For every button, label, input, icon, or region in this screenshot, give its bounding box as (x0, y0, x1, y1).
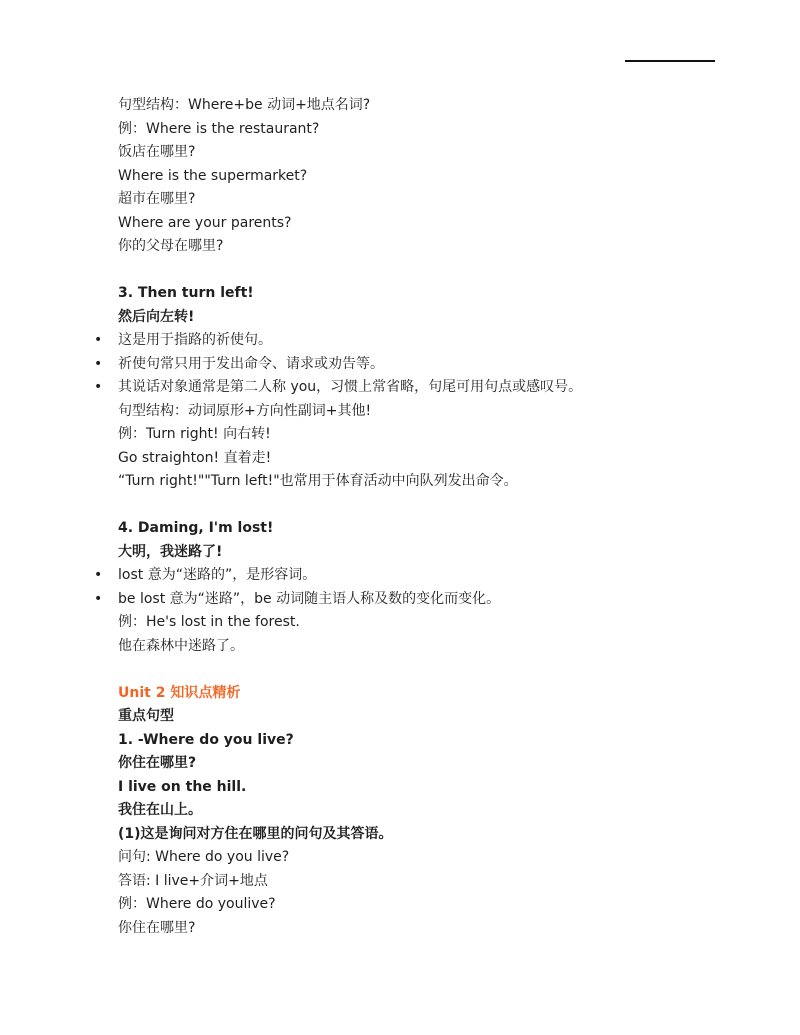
section3-title-en: 3. Then turn left! (118, 285, 254, 301)
where-example-2-cn: 超市在哪里? (118, 191, 196, 207)
section3-example-2: Go straighton! 直着走! (118, 449, 272, 466)
unit2-question-cn: 你住在哪里? (118, 755, 197, 771)
bullet-text: 其说话对象通常是第二人称 you，习惯上常省略，句尾可用句点或感叹号。 (118, 379, 583, 395)
where-structure: 句型结构：Where+be 动词+地点名词? (118, 97, 371, 113)
section4-example-cn: 他在森林中迷路了。 (118, 637, 244, 654)
unit2-example-cn: 你住在哪里? (118, 919, 196, 936)
header-rule (625, 60, 715, 62)
unit2-point: (1)这是询问对方住在哪里的问句及其答语。 (118, 825, 393, 842)
section3-bullet-3 (94, 376, 758, 400)
spacer (118, 494, 758, 518)
unit2-answer-form: 答语: I live+介词+地点 (118, 872, 268, 889)
section3-bullet-1 (94, 329, 758, 353)
bullet-icon: • (94, 567, 103, 583)
bullet-text: lost 意为“迷路的”，是形容词。 (118, 567, 317, 583)
section4-title-cn: 大明，我迷路了! (118, 543, 223, 560)
section4-example-en: 例：He's lost in the forest. (118, 614, 300, 630)
section3-example-1: 例：Turn right! 向右转! (118, 426, 271, 442)
bullet-text: 这是用于指路的祈使句。 (118, 332, 272, 348)
section3-bullet-2 (94, 353, 758, 377)
where-example-1-en: 例：Where is the restaurant? (118, 120, 320, 137)
spacer (118, 259, 758, 283)
bullet-text: be lost 意为“迷路”，be 动词随主语人称及数的变化而变化。 (118, 590, 501, 607)
bullet-icon: • (94, 332, 103, 348)
unit2-question-form: 问句: Where do you live? (118, 849, 290, 865)
section3-structure: 句型结构：动词原形+方向性副词+其他! (118, 402, 372, 419)
unit2-subheading: 重点句型 (118, 708, 174, 724)
section4-bullet-2 (94, 588, 758, 612)
section3-note: “Turn right!""Turn left!"也常用于体育活动中向队列发出命令。 (118, 473, 518, 489)
where-example-3-cn: 你的父母在哪里? (118, 238, 224, 254)
where-example-3-en: Where are your parents? (118, 214, 292, 231)
section4-bullet-1 (94, 564, 758, 588)
bullet-text: 祈使句常只用于发出命令、请求或劝告等。 (118, 355, 384, 372)
unit2-answer-cn: 我住在山上。 (118, 802, 202, 818)
bullet-icon: • (94, 379, 103, 395)
where-example-1-cn: 饭店在哪里? (118, 144, 196, 160)
unit2-answer-en: I live on the hill. (118, 778, 247, 795)
section3-title-cn: 然后向左转! (118, 308, 195, 325)
section4-title-en: 4. Daming, I'm lost! (118, 520, 274, 536)
spacer (118, 658, 758, 682)
document-body (94, 94, 758, 940)
bullet-icon: • (94, 590, 103, 607)
unit2-question-en: 1. -Where do you live? (118, 731, 294, 748)
where-example-2-en: Where is the supermarket? (118, 167, 308, 184)
bullet-icon: • (94, 355, 103, 372)
unit2-example-en: 例：Where do youlive? (118, 896, 276, 912)
unit2-heading: Unit 2 知识点精析 (118, 684, 241, 701)
